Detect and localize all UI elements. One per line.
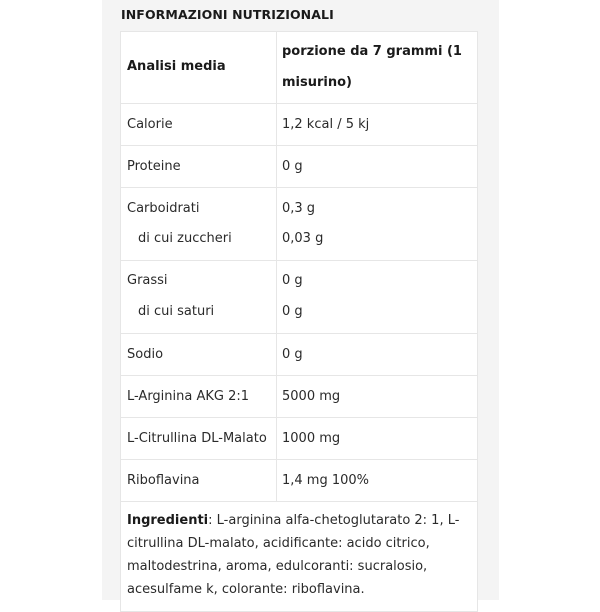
table-row (121, 334, 477, 376)
table-row (121, 460, 477, 502)
header-label: Analisi media (127, 59, 226, 74)
table-row (121, 104, 477, 146)
header-portion-line2: misurino) (282, 75, 352, 90)
row-label: L-Arginina AKG 2:1 (127, 389, 250, 404)
row-value: 1,4 mg 100% (282, 473, 370, 488)
row-label: Riboflavina (127, 473, 200, 488)
table-row (121, 146, 477, 188)
row-sub-value: 0 g (282, 304, 303, 319)
row-label: L-Citrullina DL-Malato (127, 431, 267, 446)
table-row (121, 418, 477, 460)
row-label: Carboidrati (127, 201, 200, 216)
row-value: 0 g (282, 347, 303, 362)
table-row (121, 261, 477, 334)
row-label: Proteine (127, 159, 181, 174)
table-row (121, 188, 477, 261)
table-row (121, 376, 477, 418)
row-label: Grassi (127, 273, 168, 288)
table-header-row (121, 32, 477, 104)
row-label: Calorie (127, 117, 173, 132)
row-sub-label: di cui zuccheri (138, 231, 232, 246)
row-value: 0 g (282, 159, 303, 174)
row-sub-value: 0,03 g (282, 231, 324, 246)
ingredients-text: : L-arginina alfa-chetoglutarato 2: 1, L-citrullina DL-malato, acidificante: acido citrico, maltodestrina, aroma, edulcoranti: sucralosio, acesulfame k, colorante: riboflavina. (127, 513, 460, 597)
row-label: Sodio (127, 347, 164, 362)
section-title: INFORMAZIONI NUTRIZIONALI (121, 7, 334, 22)
row-value: 0 g (282, 273, 303, 288)
nutrition-table (120, 31, 478, 612)
row-sub-label: di cui saturi (138, 304, 215, 319)
row-value: 1,2 kcal / 5 kj (282, 117, 370, 132)
row-value: 0,3 g (282, 201, 316, 216)
ingredients-label: Ingredienti (127, 513, 209, 528)
row-value: 5000 mg (282, 389, 341, 404)
header-portion-line1: porzione da 7 grammi (1 (282, 44, 462, 59)
row-value: 1000 mg (282, 431, 341, 446)
ingredients-block (121, 502, 477, 611)
